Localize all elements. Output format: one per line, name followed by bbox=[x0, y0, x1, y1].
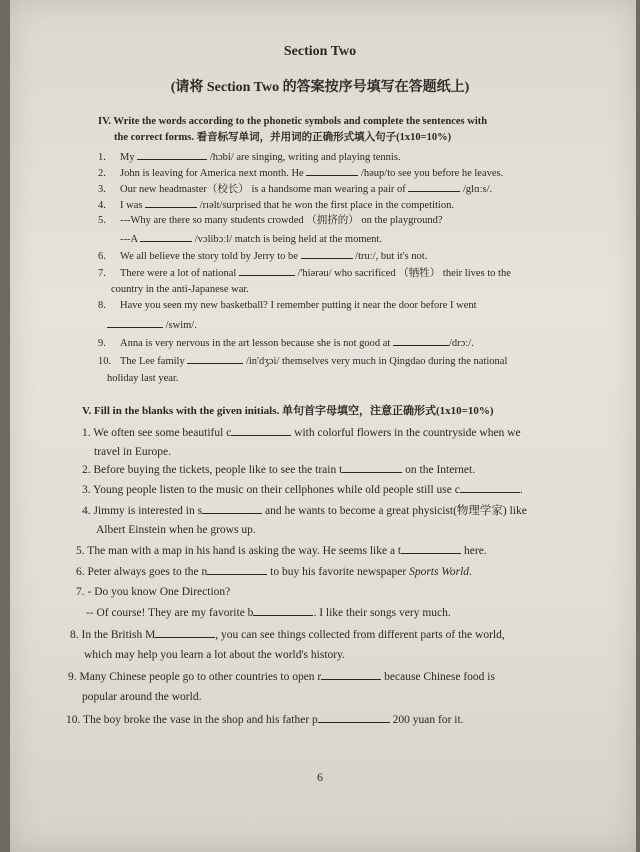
item-number: 3. bbox=[98, 184, 106, 195]
item-text: /'hiərəu/ who sacrificed （牺牲） their lives to the bbox=[297, 268, 511, 279]
s4-item-5 bbox=[98, 214, 443, 228]
item-text: Albert Einstein when he grows up. bbox=[96, 524, 256, 536]
item-text: /glɑːs/. bbox=[463, 184, 493, 195]
item-text: 8. In the British M bbox=[70, 629, 156, 641]
item-number: 5. bbox=[98, 215, 106, 226]
item-text: which may help you learn a lot about the world's history. bbox=[84, 649, 345, 661]
item-number: 10. bbox=[98, 356, 112, 367]
answer-blank[interactable] bbox=[202, 503, 262, 514]
answer-blank[interactable] bbox=[306, 165, 358, 176]
s5-item-2 bbox=[82, 462, 475, 477]
s4-item-7 bbox=[98, 265, 511, 281]
item-text: holiday last year. bbox=[107, 373, 179, 384]
item-text: on the Internet. bbox=[405, 464, 476, 476]
s5-item-7 bbox=[76, 585, 230, 599]
item-text: 4. Jimmy is interested in s bbox=[82, 505, 203, 517]
item-text: Anna is very nervous in the art lesson because she is not good at bbox=[120, 338, 391, 349]
item-number: 7. bbox=[98, 268, 106, 279]
item-number: 8. bbox=[98, 300, 106, 311]
s4-item-3 bbox=[98, 181, 492, 197]
item-text: There were a lot of national bbox=[120, 268, 237, 279]
item-text: /truː/, but it's not. bbox=[355, 251, 428, 262]
answer-blank[interactable] bbox=[137, 149, 207, 160]
answer-blank[interactable] bbox=[393, 335, 449, 346]
item-text: ---A bbox=[120, 234, 138, 245]
item-text: 2. Before buying the tickets, people like to see the train t bbox=[82, 464, 343, 476]
item-text: 200 yuan for it. bbox=[392, 714, 464, 726]
s5-item-8-cont bbox=[84, 648, 345, 662]
item-text: 1. We often see some beautiful c bbox=[82, 427, 232, 439]
answer-blank[interactable] bbox=[408, 181, 460, 192]
s5-item-4-cont bbox=[96, 523, 256, 537]
item-text: . bbox=[519, 484, 523, 496]
s5-item-10 bbox=[66, 712, 464, 727]
section4-heading-line2: the correct forms. 看音标写单词，并用词的正确形式填入句子(1x10=10%) bbox=[114, 132, 452, 143]
item-text: , you can see things collected from different parts of the world, bbox=[215, 629, 505, 641]
section4-heading-line1: IV. Write the words according to the phonetic symbols and complete the sentences with bbox=[98, 116, 488, 127]
item-text: . I like their songs very much. bbox=[313, 607, 451, 619]
s4-item-10-cont bbox=[107, 372, 178, 386]
s4-item-7-cont bbox=[111, 283, 249, 297]
section-title: Section Two bbox=[283, 44, 357, 59]
item-text: My bbox=[120, 152, 135, 163]
item-text: Our new headmaster（校长） is a handsome man wearing a pair of bbox=[120, 184, 406, 195]
page-number: 6 bbox=[317, 770, 323, 784]
item-text: and he wants to become a great physicist(物理学家) like bbox=[264, 505, 527, 517]
answer-blank[interactable] bbox=[301, 248, 353, 259]
item-text: 7. - Do you know One Direction? bbox=[76, 586, 231, 598]
item-text: John is leaving for America next month. He bbox=[120, 168, 304, 179]
s5-item-5 bbox=[76, 543, 487, 558]
item-text: /rɪəlt/surprised that he won the first place in the competition. bbox=[199, 200, 454, 211]
section-subtitle: (请将 Section Two 的答案按序号填写在答题纸上) bbox=[170, 80, 470, 95]
s4-item-2 bbox=[98, 165, 503, 181]
item-text: because Chinese food is bbox=[384, 671, 495, 683]
s5-item-4 bbox=[82, 503, 527, 518]
answer-blank[interactable] bbox=[145, 197, 197, 208]
answer-blank[interactable] bbox=[401, 543, 461, 554]
item-text: here. bbox=[464, 545, 487, 557]
item-text: 5. The man with a map in his hand is asking the way. He seems like a t bbox=[76, 545, 402, 557]
item-text: to buy his favorite newspaper bbox=[270, 566, 407, 578]
answer-blank[interactable] bbox=[342, 462, 402, 473]
answer-blank[interactable] bbox=[155, 627, 215, 638]
answer-blank[interactable] bbox=[239, 265, 295, 276]
answer-blank[interactable] bbox=[231, 425, 291, 436]
item-text: 6. Peter always goes to the n bbox=[76, 566, 208, 578]
newspaper-title: Sports World bbox=[409, 566, 470, 578]
item-text: with colorful flowers in the countryside when we bbox=[294, 427, 521, 439]
answer-blank[interactable] bbox=[140, 231, 192, 242]
item-text: /swim/. bbox=[165, 320, 197, 331]
item-number: 2. bbox=[98, 168, 106, 179]
item-text: 9. Many Chinese people go to other countries to open r bbox=[68, 671, 322, 683]
s4-item-8-cont bbox=[107, 317, 197, 333]
s4-item-8 bbox=[98, 299, 477, 313]
s4-item-1 bbox=[98, 149, 401, 165]
item-text: /hɔbi/ are singing, writing and playing tennis. bbox=[209, 152, 401, 163]
answer-blank[interactable] bbox=[107, 317, 163, 328]
answer-blank[interactable] bbox=[187, 353, 243, 364]
answer-blank[interactable] bbox=[253, 605, 313, 616]
section5-heading: V. Fill in the blanks with the given initials. 单句首字母填空，注意正确形式(1x10=10%) bbox=[82, 405, 494, 417]
item-text: I was bbox=[120, 200, 143, 211]
item-text: /drɔː/. bbox=[448, 338, 474, 349]
item-text: popular around the world. bbox=[82, 691, 202, 703]
item-text: We all believe the story told by Jerry to be bbox=[120, 251, 298, 262]
answer-blank[interactable] bbox=[321, 669, 381, 680]
item-text: travel in Europe. bbox=[94, 446, 171, 458]
s4-item-5-answer bbox=[120, 231, 382, 247]
s5-item-9-cont bbox=[82, 690, 201, 704]
item-text: . bbox=[469, 566, 472, 578]
item-text: 10. The boy broke the vase in the shop and his father p bbox=[66, 714, 318, 726]
item-text: The Lee family bbox=[120, 356, 185, 367]
s5-item-3 bbox=[82, 482, 523, 497]
s5-item-8 bbox=[70, 627, 505, 642]
s4-item-4 bbox=[98, 197, 454, 213]
item-text: 3. Young people listen to the music on their cellphones while old people still use c bbox=[82, 484, 460, 496]
s4-item-9 bbox=[98, 335, 474, 351]
s5-item-6 bbox=[76, 564, 472, 579]
answer-blank[interactable] bbox=[207, 564, 267, 575]
item-text: ---Why are there so many students crowded （拥挤的） on the playground? bbox=[120, 215, 443, 226]
item-text: /in'dʒɔi/ themselves very much in Qingdao during the national bbox=[245, 356, 508, 367]
s5-item-9 bbox=[68, 669, 495, 684]
item-text: country in the anti-Japanese war. bbox=[111, 284, 249, 295]
item-number: 1. bbox=[98, 152, 106, 163]
s5-item-1 bbox=[82, 425, 521, 440]
s5-item-1-cont bbox=[94, 445, 171, 459]
item-text: /həup/to see you before he leaves. bbox=[360, 168, 504, 179]
item-number: 6. bbox=[98, 251, 106, 262]
s4-item-10 bbox=[98, 353, 507, 369]
s5-item-7-answer bbox=[86, 605, 451, 620]
item-text: /vɔlibɔːl/ match is being held at the moment. bbox=[194, 234, 382, 245]
s4-item-6 bbox=[98, 248, 427, 264]
item-number: 9. bbox=[98, 338, 106, 349]
item-text: -- Of course! They are my favorite b bbox=[86, 607, 254, 619]
answer-blank[interactable] bbox=[460, 482, 520, 493]
item-number: 4. bbox=[98, 200, 106, 211]
answer-blank[interactable] bbox=[318, 712, 390, 723]
item-text: Have you seen my new basketball? I remember putting it near the door before I went bbox=[120, 300, 477, 311]
